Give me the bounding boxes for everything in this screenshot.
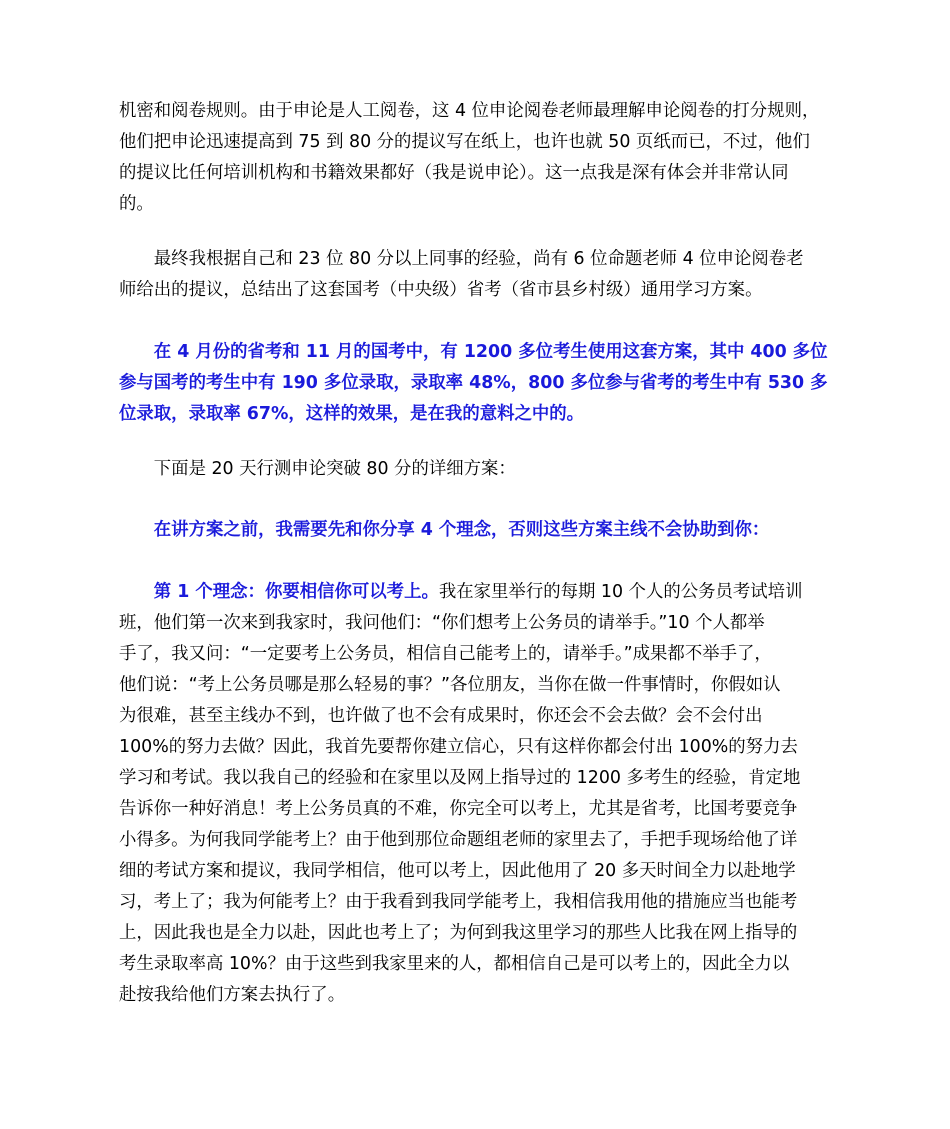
- paragraph-plan-intro: 下面是 20 天行测申论突破 80 分的详细方案：: [119, 459, 516, 479]
- concept-one-body: 我在家里举行的每期 10 个人的公务员考试培训 班，他们第一次来到我家时，我问他们：“你们想考上公务员的请举手。”10 个人都举 手了，我又问：“一定要考上公务员，相信自己能考上的，请举手。”成果都不举手了， 他们说：“考上公务员哪是那么轻易的事？”各位朋友，当你在做一件事情时，你假如认 为很难，甚至主线办不到，也许做了也不会有成果时，你还会不会去做？会不会付出 100%的努力去做？因此，我首先要帮你建立信心，只有这样你都会付出 100%的努力去 学习和考试。我以我自己的经验和在家里以及网上指导过的 1200 多考生的经验，肯定地 告诉你一种好消息！考上公务员真的不难，你完全可以考上，尤其是省考，比国考要竞争 小得多。为何我同学能考上？由于他到那位命题组老师的家里去了，手把手现场给他了详 细的考试方案和提议，我同学相信，他可以考上，因此他用了 20 多天时间全力以赴地学 习，考上了；我为何能考上？由于我看到我同学能考上，我相信我用他的措施应当也能考 上，因此我也是全力以赴，因此也考上了；为何到我这里学习的那些人比我在网上指导的 考生录取率高 10%？由于这些到我家里来的人，都相信自己是可以考上的，因此全力以 赴按我给他们方案去执行了。: [119, 582, 803, 1005]
- paragraph-concepts-intro: 在讲方案之前，我需要先和你分享 4 个理念，否则这些方案主线不会协助到你：: [119, 520, 770, 540]
- paragraph-results-highlight: 在 4 月份的省考和 11 月的国考中，有 1200 多位考生使用这套方案，其中 400 多位 参与国考的考生中有 190 多位录取，录取率 48%，800 多位参与省考的考生中有 530 多 位录取，录取率 67%，这样的效果，是在我的意料之中的。: [119, 342, 828, 424]
- paragraph-concept-one: [119, 577, 835, 1011]
- paragraph-exam-rules: 机密和阅卷规则。由于申论是人工阅卷，这 4 位申论阅卷老师最理解申论阅卷的打分规则， 他们把申论迅速提高到 75 到 80 分的提议写在纸上，也许也就 50 页纸而已，不过，他们 的提议比任何培训机构和书籍效果都好（我是说申论）。这一点我是深有体会并非常认同 的。: [119, 101, 820, 214]
- concept-one-heading: 第 1 个理念：你要相信你可以考上。: [119, 582, 439, 602]
- paragraph-study-plan-summary: 最终我根据自己和 23 位 80 分以上同事的经验，尚有 6 位命题老师 4 位申论阅卷老 师给出的提议，总结出了这套国考（中央级）省考（省市县乡村级）通用学习方案。: [119, 249, 804, 300]
